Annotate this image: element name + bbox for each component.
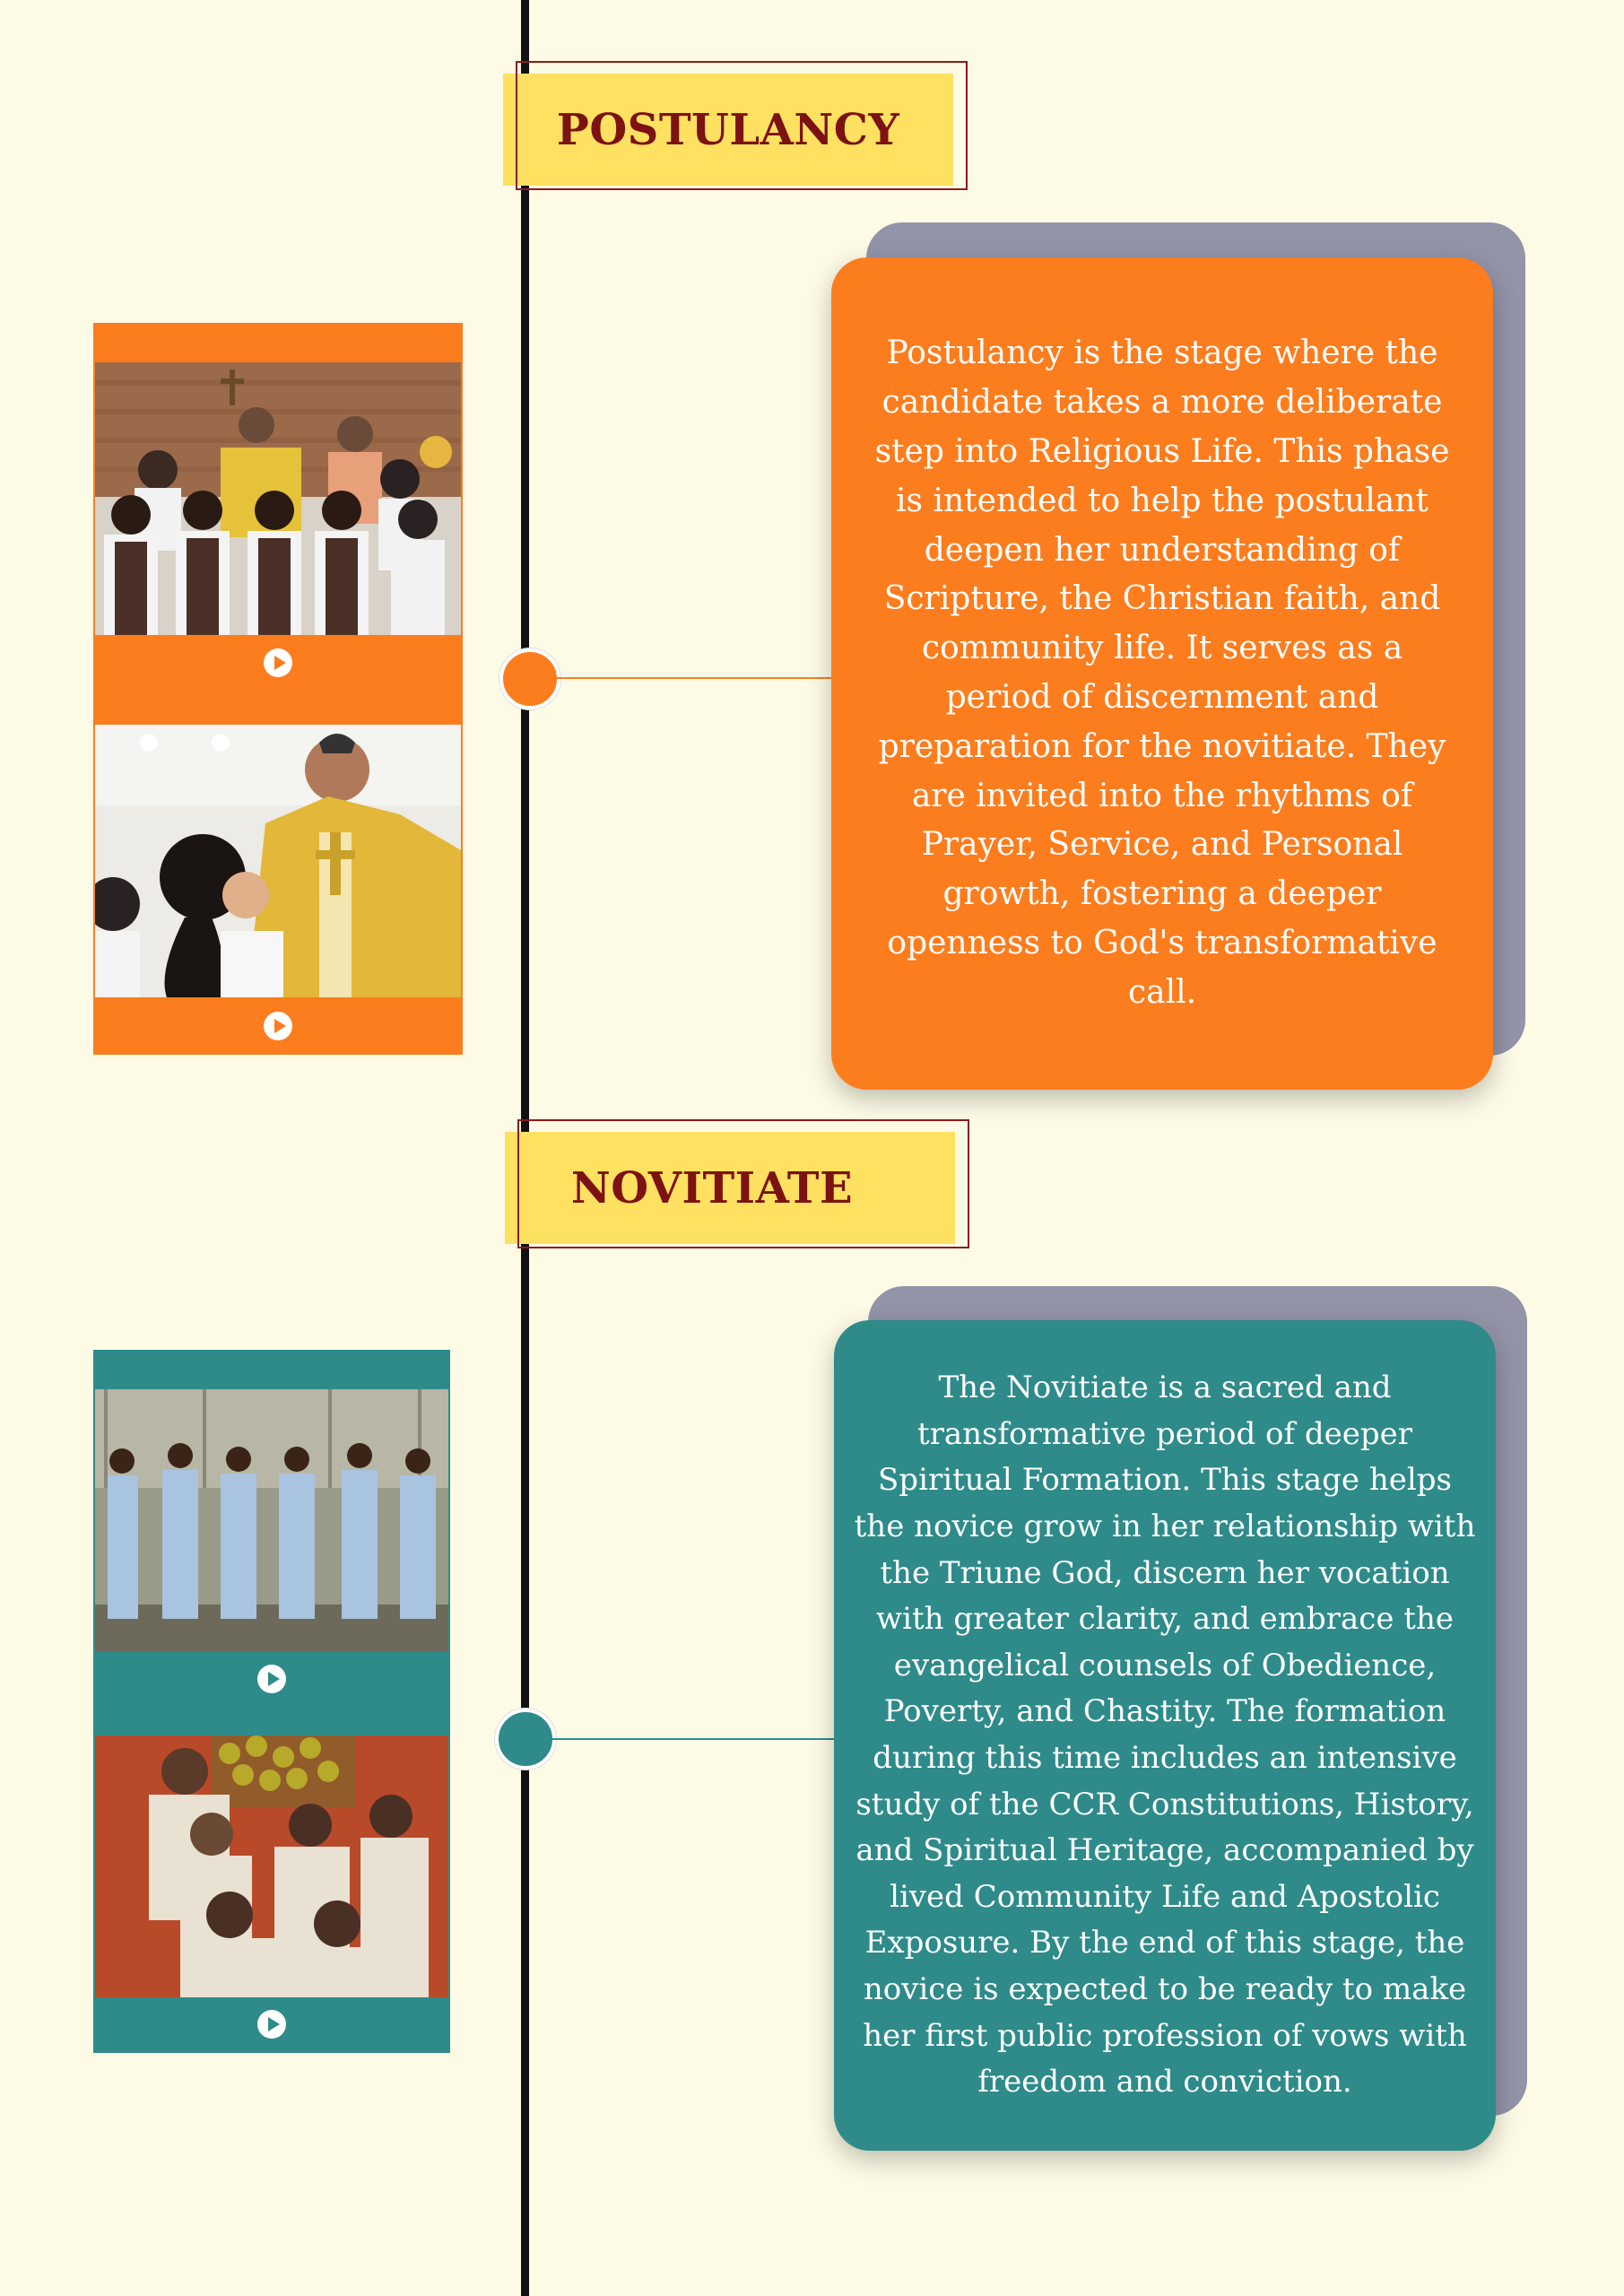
novitiate-description: The Novitiate is a sacred and transformative period of deeper Spiritual Formation. This stage helps the novice grow in her relationship with the Triune God, discern her vocation with greater clarity, and embrace the evangelical counsels of Obedience, Poverty, and Chastity. The formation during this time includes an intensive study of the CCR Constitutions, History, and Spiritual Heritage, accompanied by lived Community Life and Apostolic Exposure. By the end of this stage, the novice is expected to be ready to make her first public profession of vows with freedom and conviction. (854, 1370, 1476, 2100)
postulancy-connector (556, 677, 834, 679)
novitiate-heading-box (505, 1132, 955, 1244)
novitiate-group-photo (95, 1389, 448, 1651)
novitiate-photo-strip (93, 1350, 450, 2053)
novitiate-flowers-photo (95, 1735, 448, 1997)
play-icon[interactable] (264, 1012, 292, 1040)
postulancy-blessing-photo (95, 725, 461, 997)
play-icon[interactable] (264, 648, 292, 677)
postulancy-title: POSTULANCY (556, 104, 900, 155)
play-icon[interactable] (257, 1665, 286, 1693)
postulancy-description: Postulancy is the stage where the candidate takes a more deliberate step into Religious Life. This phase is intended to help the postulant deepen her understanding of Scripture, the Christian faith, and community life. It serves as a period of discernment and preparation for the novitiate. They are invited into the rhythms of Prayer, Service, and Personal growth, fostering a deeper openness to God's transformative call. (874, 335, 1450, 1011)
postulancy-timeline-node (499, 648, 560, 709)
postulancy-group-photo (95, 362, 461, 635)
postulancy-description-card (831, 257, 1493, 1090)
novitiate-description-card (834, 1320, 1496, 2151)
novitiate-title: NOVITIATE (570, 1162, 854, 1213)
postulancy-heading-box (503, 74, 953, 186)
postulancy-photo-strip (93, 323, 463, 1055)
play-icon[interactable] (257, 2010, 286, 2039)
novitiate-connector (551, 1738, 835, 1740)
novitiate-timeline-node (495, 1709, 556, 1770)
